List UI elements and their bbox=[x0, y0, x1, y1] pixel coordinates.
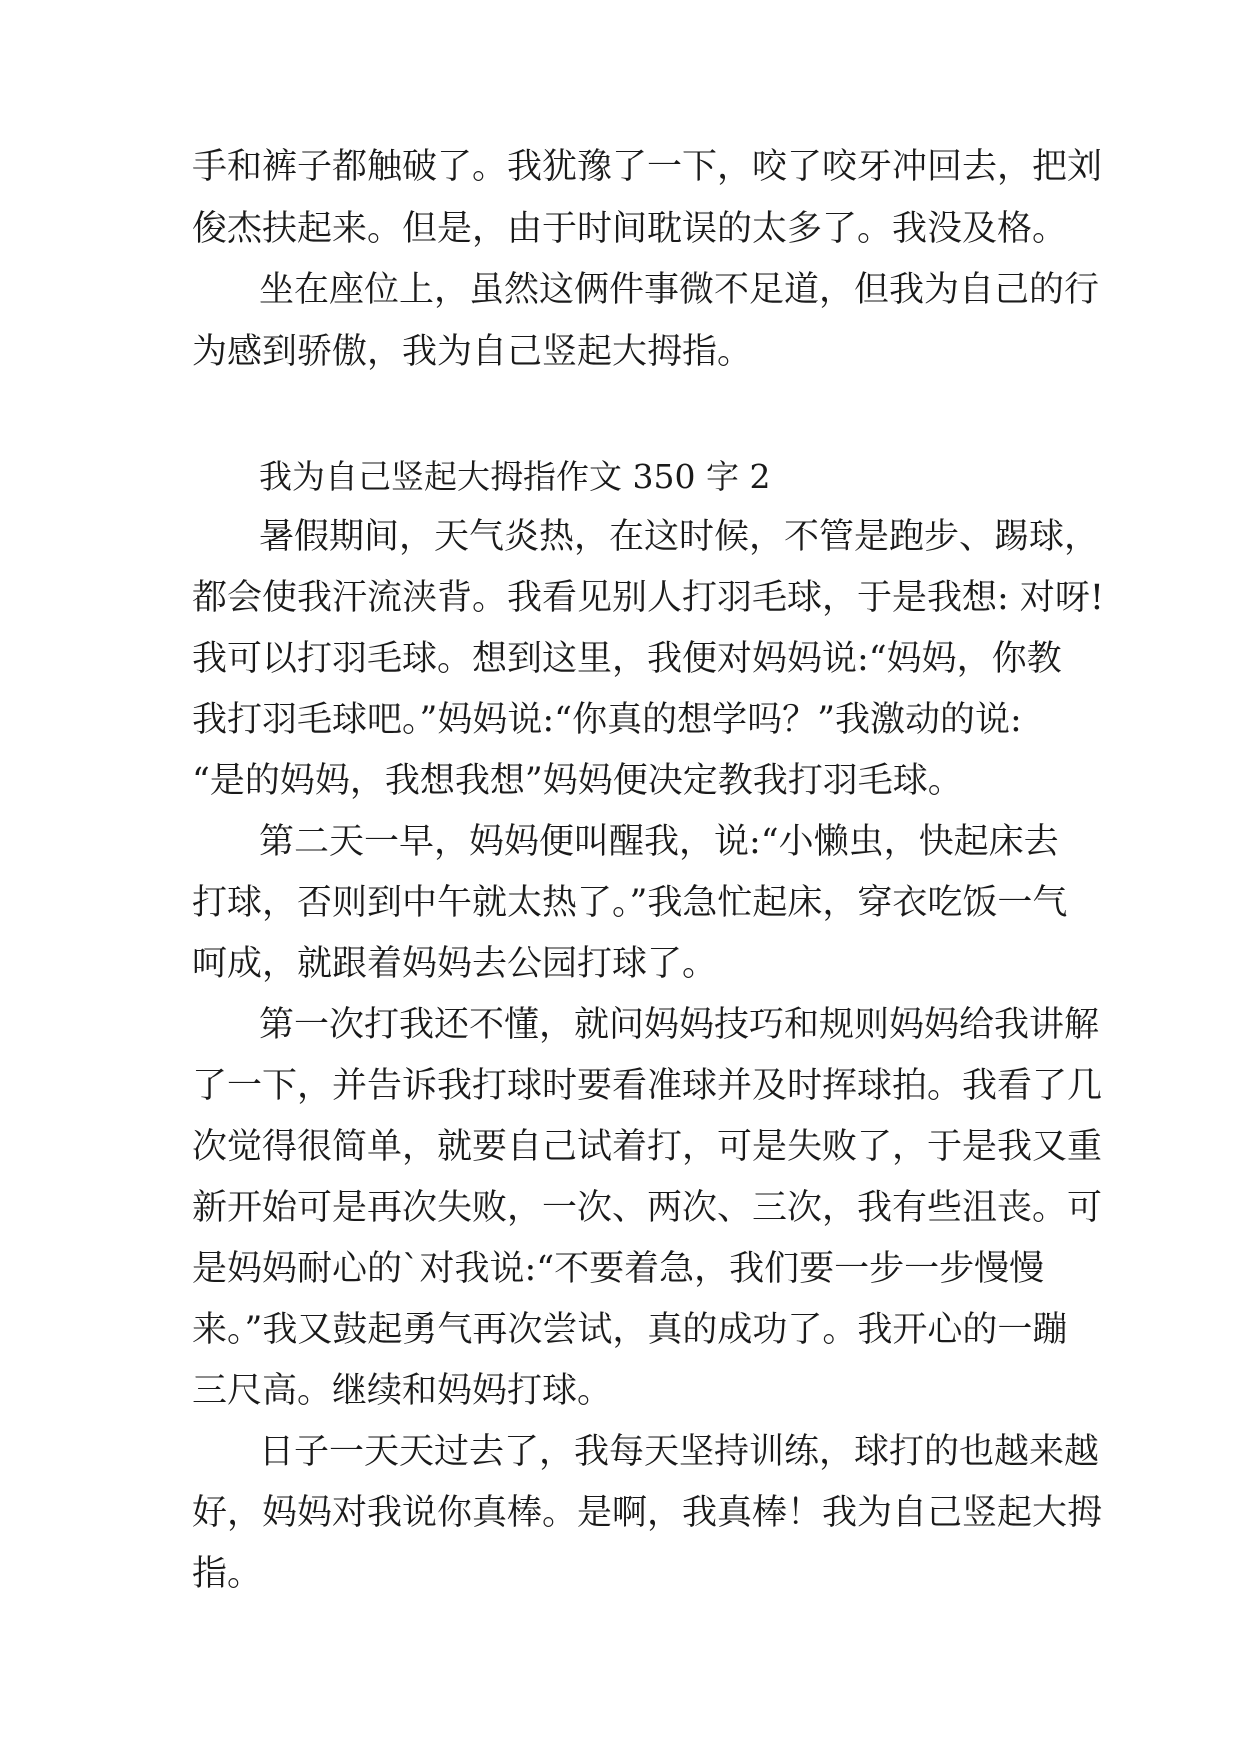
text-line: 好，妈妈对我说你真棒。是啊，我真棒！我为自己竖起大拇 bbox=[192, 1493, 1103, 1533]
text-line: 次觉得很简单，就要自己试着打，可是失败了，于是我又重 bbox=[192, 1127, 1103, 1167]
paragraph-start-line: 日子一天天过去了，我每天坚持训练，球打的也越来越 bbox=[259, 1432, 1100, 1472]
text-line: 来。”我又鼓起勇气再次尝试，真的成功了。我开心的一蹦 bbox=[192, 1310, 1068, 1350]
essay-title: 我为自己竖起大拇指作文 350 字 2 bbox=[259, 457, 771, 496]
text-line: 了一下，并告诉我打球时要看准球并及时挥球拍。我看了几 bbox=[192, 1066, 1103, 1106]
text-line: 为感到骄傲，我为自己竖起大拇指。 bbox=[192, 332, 753, 372]
paragraph-start-line: 第一次打我还不懂，就问妈妈技巧和规则妈妈给我讲解 bbox=[259, 1005, 1100, 1045]
paragraph-start-line: 暑假期间，天气炎热，在这时候，不管是跑步、踢球， bbox=[259, 517, 1100, 557]
paragraph-start-line: 坐在座位上，虽然这俩件事微不足道，但我为自己的行 bbox=[259, 270, 1100, 310]
text-line: 手和裤子都触破了。我犹豫了一下，咬了咬牙冲回去，把刘 bbox=[192, 147, 1103, 187]
text-line: 是妈妈耐心的`对我说:“不要着急，我们要一步一步慢慢 bbox=[192, 1249, 1045, 1289]
text-line: 呵成，就跟着妈妈去公园打球了。 bbox=[192, 944, 718, 984]
text-line: 我打羽毛球吧。”妈妈说:“你真的想学吗？”我激动的说: bbox=[192, 700, 1022, 740]
text-line: “是的妈妈，我想我想”妈妈便决定教我打羽毛球。 bbox=[192, 761, 963, 801]
text-line: 三尺高。继续和妈妈打球。 bbox=[192, 1371, 613, 1411]
text-line: 都会使我汗流浃背。我看见别人打羽毛球，于是我想: 对呀! bbox=[192, 578, 1104, 618]
text-line: 指。 bbox=[192, 1554, 263, 1594]
text-line: 打球，否则到中午就太热了。”我急忙起床，穿衣吃饭一气 bbox=[192, 883, 1068, 923]
paragraph-start-line: 第二天一早，妈妈便叫醒我，说:“小懒虫，快起床去 bbox=[259, 822, 1059, 862]
text-line: 我可以打羽毛球。想到这里，我便对妈妈说:“妈妈，你教 bbox=[192, 639, 1062, 679]
text-line: 新开始可是再次失败，一次、两次、三次，我有些沮丧。可 bbox=[192, 1188, 1103, 1228]
text-line: 俊杰扶起来。但是，由于时间耽误的太多了。我没及格。 bbox=[192, 209, 1068, 249]
